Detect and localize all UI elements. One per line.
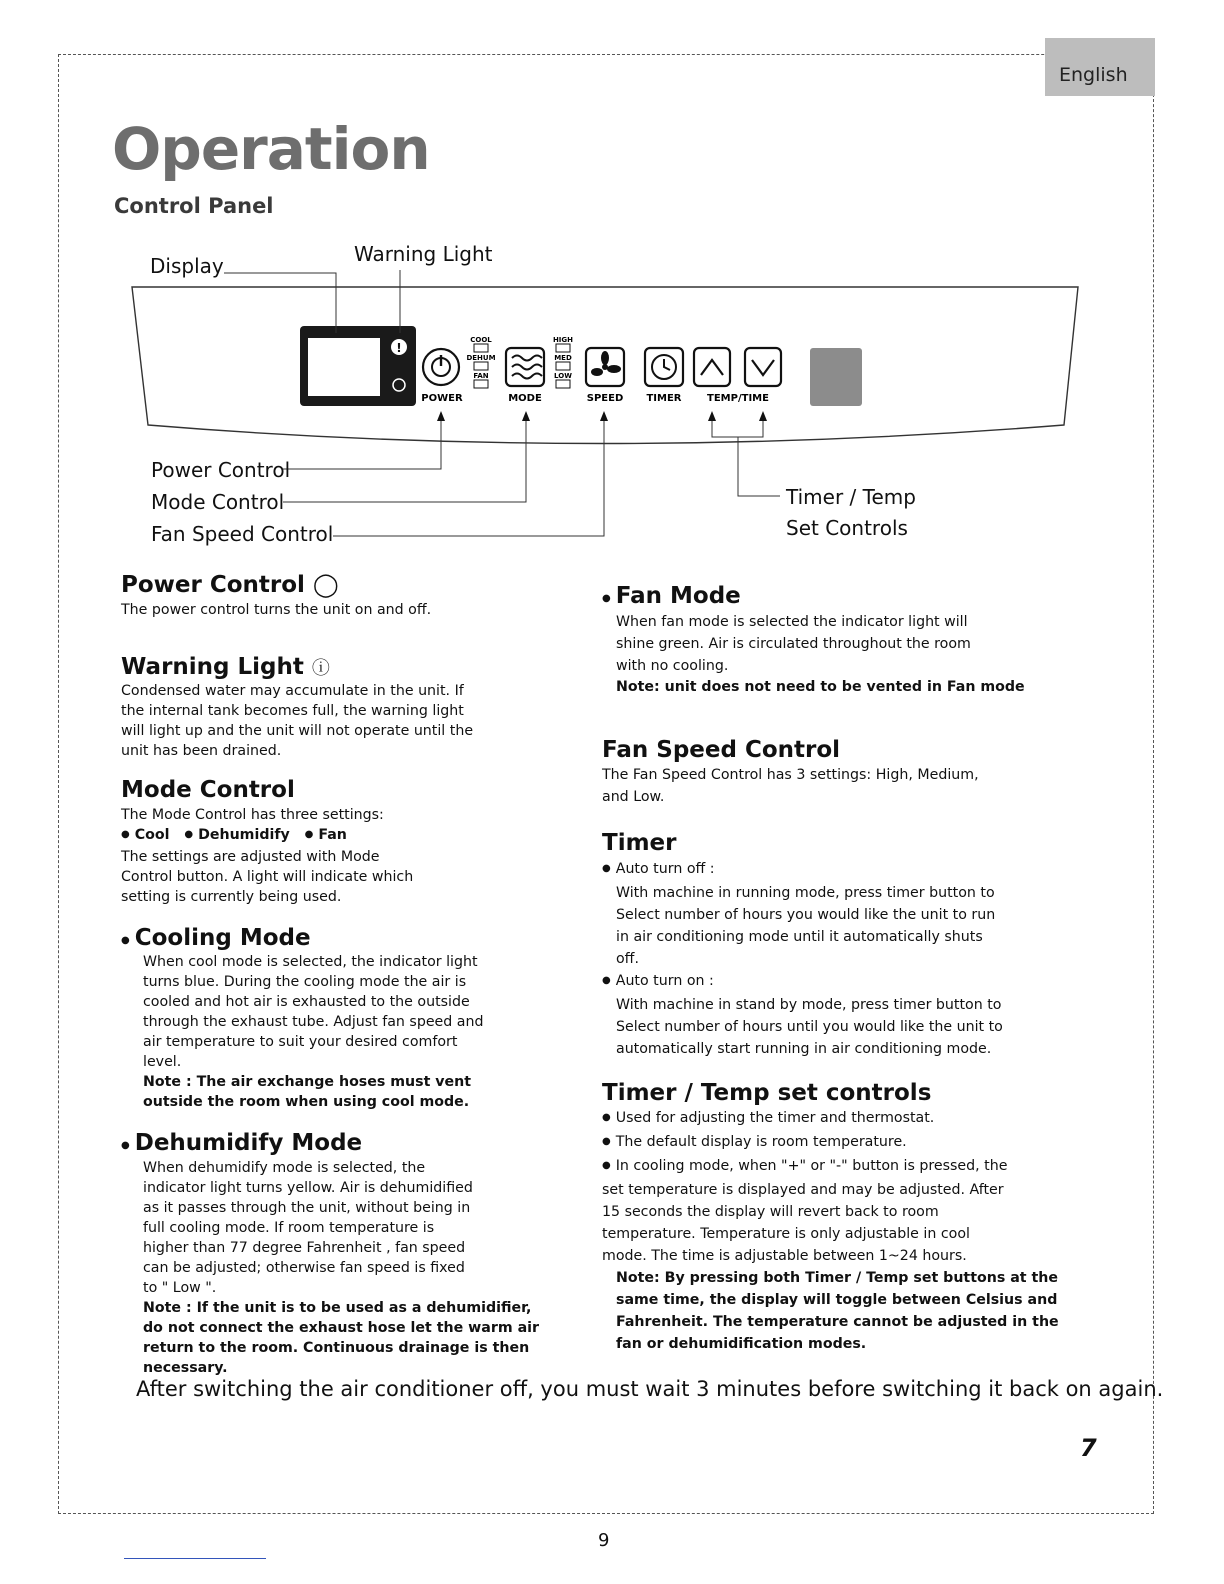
- label-warning-light: Warning Light: [354, 242, 493, 266]
- power-button: [423, 349, 459, 385]
- fan-mode-note: Note: unit does not need to be vented in Fan mode: [616, 678, 1025, 695]
- timer-off-title: ● Auto turn off :: [602, 858, 1072, 882]
- section-subtitle: Control Panel: [114, 194, 274, 218]
- mode-indicators: [474, 344, 488, 388]
- page-number: 7: [1080, 1434, 1097, 1462]
- warning-light-text: Condensed water may accumulate in the unit. If the internal tank becomes full, the warning light will light up and the unit will not operate until the unit has been drained.: [121, 683, 474, 760]
- language-label: English: [1059, 64, 1128, 86]
- fan-speed-heading: Fan Speed Control: [602, 736, 841, 763]
- timer-button-label: TIMER: [646, 393, 682, 404]
- timer-off-text: With machine in running mode, press timer button to Select number of hours you would like the unit to run in air conditioning mode until it automatically shuts off.: [616, 884, 996, 967]
- power-button-label: POWER: [421, 393, 463, 404]
- mode-setting-dehumidify: ● Dehumidify: [184, 827, 289, 843]
- mode-indicator-dehum: DEHUM: [466, 354, 496, 362]
- page-title: Operation: [112, 115, 430, 183]
- warning-icon: ⓘ: [311, 657, 330, 679]
- label-timer-temp: Timer / Temp: [786, 485, 916, 509]
- temp-down-button: [745, 348, 781, 386]
- label-display: Display: [150, 254, 224, 278]
- mode-settings-list: [121, 825, 501, 847]
- speed-indicator-med: MED: [554, 354, 572, 362]
- label-set-controls: Set Controls: [786, 516, 908, 540]
- power-control-heading: Power Control ◯: [121, 572, 339, 598]
- mode-wave-icon: [512, 356, 542, 379]
- receiver-window: [810, 348, 862, 406]
- mode-button-label: MODE: [508, 393, 542, 404]
- chevron-down-icon: [752, 360, 774, 375]
- speed-indicator-low: LOW: [554, 372, 572, 380]
- timer-temp-bullet-2: ● The default display is room temperature.: [602, 1131, 1072, 1155]
- timer-temp-heading: Timer / Temp set controls: [602, 1079, 932, 1106]
- dehumidify-mode-note: Note : If the unit is to be used as a dehumidifier, do not connect the exhaust hose let the warm air return to the room. Continuous drainage is then necessary.: [143, 1299, 540, 1376]
- timer-temp-note: Note: By pressing both Timer / Temp set buttons at the same time, the display will toggle between Celsius and Fahrenheit. The temperature cannot be adjusted in the fan or dehumidification modes.: [616, 1270, 1059, 1353]
- right-column: [602, 583, 1072, 1355]
- speed-button-label: SPEED: [586, 393, 624, 404]
- dehumidify-mode-heading: ● Dehumidify Mode: [121, 1130, 501, 1158]
- dehumidify-mode-text: When dehumidify mode is selected, the indicator light turns yellow. Air is dehumidified as it passes through the unit, without being in full cooling mode. If room temperature is higher than 77 degree Fahrenheit , fan speed can be adjusted; otherwise fan speed is fixed to " Low ".: [143, 1159, 473, 1296]
- speed-indicators: [556, 344, 570, 388]
- cooling-mode-body: [121, 952, 493, 1112]
- timer-heading: Timer: [602, 830, 677, 857]
- mode-setting-cool: ● Cool: [121, 827, 170, 843]
- speed-indicator-high: HIGH: [552, 336, 574, 344]
- fan-mode-text: When fan mode is selected the indicator light will shine green. Air is circulated throughout the room with no cooling.: [616, 613, 971, 674]
- fan-mode-heading: ● Fan Mode: [602, 583, 1072, 611]
- temp-time-button-label: TEMP/TIME: [707, 393, 769, 404]
- fan-mode-body: [602, 611, 1046, 697]
- cooling-mode-text: When cool mode is selected, the indicator light turns blue. During the cooling mode the air is cooled and hot air is exhausted to the outside through the exhaust tube. Adjust fan speed and air temperature to suit your desired comfort level.: [143, 954, 484, 1071]
- svg-text:!: !: [396, 341, 402, 355]
- display-screen: [308, 338, 380, 396]
- timer-on-title: ● Auto turn on :: [602, 970, 1072, 994]
- mode-control-intro: The Mode Control has three settings:: [121, 806, 384, 823]
- label-power-control: Power Control: [151, 458, 291, 482]
- fan-speed-text: The Fan Speed Control has 3 settings: High, Medium, and Low.: [602, 767, 979, 806]
- cooling-mode-heading: ● Cooling Mode: [121, 925, 501, 953]
- power-control-text: The power control turns the unit on and off.: [121, 601, 432, 618]
- temp-up-button: [694, 348, 730, 386]
- mode-button: [506, 348, 544, 386]
- label-mode-control: Mode Control: [151, 490, 285, 514]
- mode-setting-fan: ● Fan: [305, 827, 347, 843]
- chevron-up-icon: [701, 360, 723, 375]
- cooling-mode-note: Note : The air exchange hoses must vent outside the room when using cool mode.: [143, 1074, 472, 1111]
- bottom-link-line: [124, 1558, 266, 1559]
- fan-icon: [591, 351, 621, 376]
- timer-on-text: With machine in stand by mode, press timer button to Select number of hours until you would like the unit to automatically start running in air conditioning mode.: [616, 996, 1003, 1057]
- pdf-page-number: 9: [598, 1530, 610, 1551]
- label-fan-speed-control: Fan Speed Control: [151, 522, 334, 546]
- timer-temp-bullet-1: ● Used for adjusting the timer and thermostat.: [602, 1107, 1072, 1131]
- left-column: [121, 572, 540, 1378]
- dehumidify-mode-body: [121, 1158, 545, 1378]
- restart-warning: After switching the air conditioner off, you must wait 3 minutes before switching it back on again.: [136, 1377, 1164, 1401]
- mode-control-heading: Mode Control: [121, 777, 295, 804]
- power-icon: ◯: [312, 572, 339, 598]
- timer-temp-bullet-3: ● In cooling mode, when "+" or "-" button is pressed, the set temperature is displayed and may be adjusted. After 15 seconds the display will revert back to room temperature. Temperature is only adjustable in cool mode. The time is adjustable between 1~24 hours.: [602, 1155, 1012, 1267]
- mode-indicator-cool: COOL: [470, 336, 492, 344]
- mode-control-text: The settings are adjusted with Mode Control button. A light will indicate which setting is currently being used.: [121, 848, 414, 905]
- warning-light-heading: Warning Light ⓘ: [121, 653, 330, 680]
- mode-indicator-fan: FAN: [473, 372, 489, 380]
